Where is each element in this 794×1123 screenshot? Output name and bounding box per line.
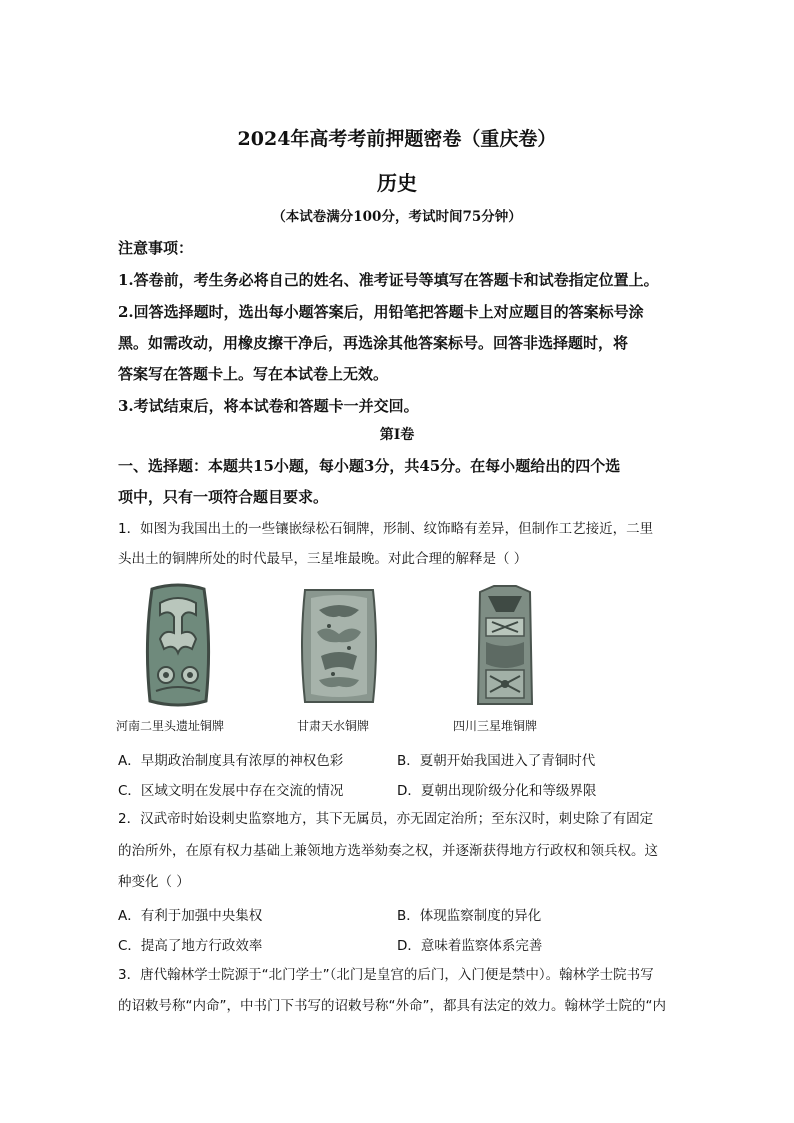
- q1-figure-caption-2: 甘肃天水铜牌: [297, 719, 370, 733]
- exam-title: 2024年高考考前押题密卷（重庆卷）: [237, 128, 557, 150]
- q1-stem-line-1: 1．如图为我国出土的一些镶嵌绿松石铜牌，形制、纹饰略有差异，但制作工艺接近，二里: [118, 521, 654, 537]
- q2-stem-line-2: 的治所外，在原有权力基础上兼领地方选举劾奏之权，并逐渐获得地方行政权和领兵权。这: [118, 843, 658, 859]
- q1-option-c: C．区域文明在发展中存在交流的情况: [118, 783, 344, 799]
- notes-item-2-line-1: 2.回答选择题时，选出每小题答案后，用铅笔把答题卡上对应题目的答案标号涂: [118, 303, 644, 321]
- q1-option-b: B．夏朝开始我国进入了青铜时代: [397, 753, 596, 769]
- bronze-plaque-tianshui-icon: [297, 586, 381, 706]
- bronze-plaque-sanxingdui-icon: [474, 584, 536, 708]
- q2-stem-line-3: 种变化（ ）: [118, 874, 190, 890]
- q2-option-c: C．提高了地方行政效率: [118, 938, 263, 954]
- exam-info: （本试卷满分100分，考试时间75分钟）: [272, 209, 522, 225]
- notes-item-2-line-2: 黑。如需改动，用橡皮擦干净后，再选涂其他答案标号。回答非选择题时，将: [118, 334, 629, 352]
- q2-stem-line-1: 2．汉武帝时始设刺史监察地方，其下无属员，亦无固定治所；至东汉时，刺史除了有固定: [118, 811, 654, 827]
- section-instruction-line-1: 一、选择题：本题共15小题，每小题3分，共45分。在每小题给出的四个选: [118, 457, 621, 475]
- notes-item-3: 3.考试结束后，将本试卷和答题卡一并交回。: [118, 397, 419, 415]
- q2-option-d: D．意味着监察体系完善: [397, 938, 543, 954]
- section-title: 第Ⅰ卷: [379, 427, 415, 443]
- q1-figure-caption-3: 四川三星堆铜牌: [453, 719, 538, 733]
- q1-option-d: D．夏朝出现阶级分化和等级界限: [397, 783, 597, 799]
- q2-option-b: B．体现监察制度的异化: [397, 908, 542, 924]
- q1-figure-caption-1: 河南二里头遗址铜牌: [116, 719, 225, 733]
- q3-stem-line-2: 的诏敕号称“内命”，中书门下书写的诏敕号称“外命”，都具有法定的效力。翰林学士院的“内: [118, 998, 666, 1014]
- q3-stem-line-1: 3．唐代翰林学士院源于“北门学士”（北门是皇宫的后门，入门便是禁中）。翰林学士院书写: [118, 967, 654, 983]
- q1-option-a: A．早期政治制度具有浓厚的神权色彩: [118, 753, 344, 769]
- notes-item-2-line-3: 答案写在答题卡上。写在本试卷上无效。: [118, 365, 389, 383]
- q2-option-a: A．有利于加强中央集权: [118, 908, 263, 924]
- section-instruction-line-2: 项中，只有一项符合题目要求。: [118, 488, 329, 506]
- q1-stem-line-2: 头出土的铜牌所处的时代最早，三星堆最晚。对此合理的解释是（ ）: [118, 551, 528, 567]
- notes-item-1: 1.答卷前，考生务必将自己的姓名、准考证号等填写在答题卡和试卷指定位置上。: [118, 271, 659, 289]
- notes-heading: 注意事项：: [118, 239, 194, 257]
- bronze-plaque-erlitou-icon: [142, 583, 214, 707]
- subject-title: 历史: [377, 171, 417, 195]
